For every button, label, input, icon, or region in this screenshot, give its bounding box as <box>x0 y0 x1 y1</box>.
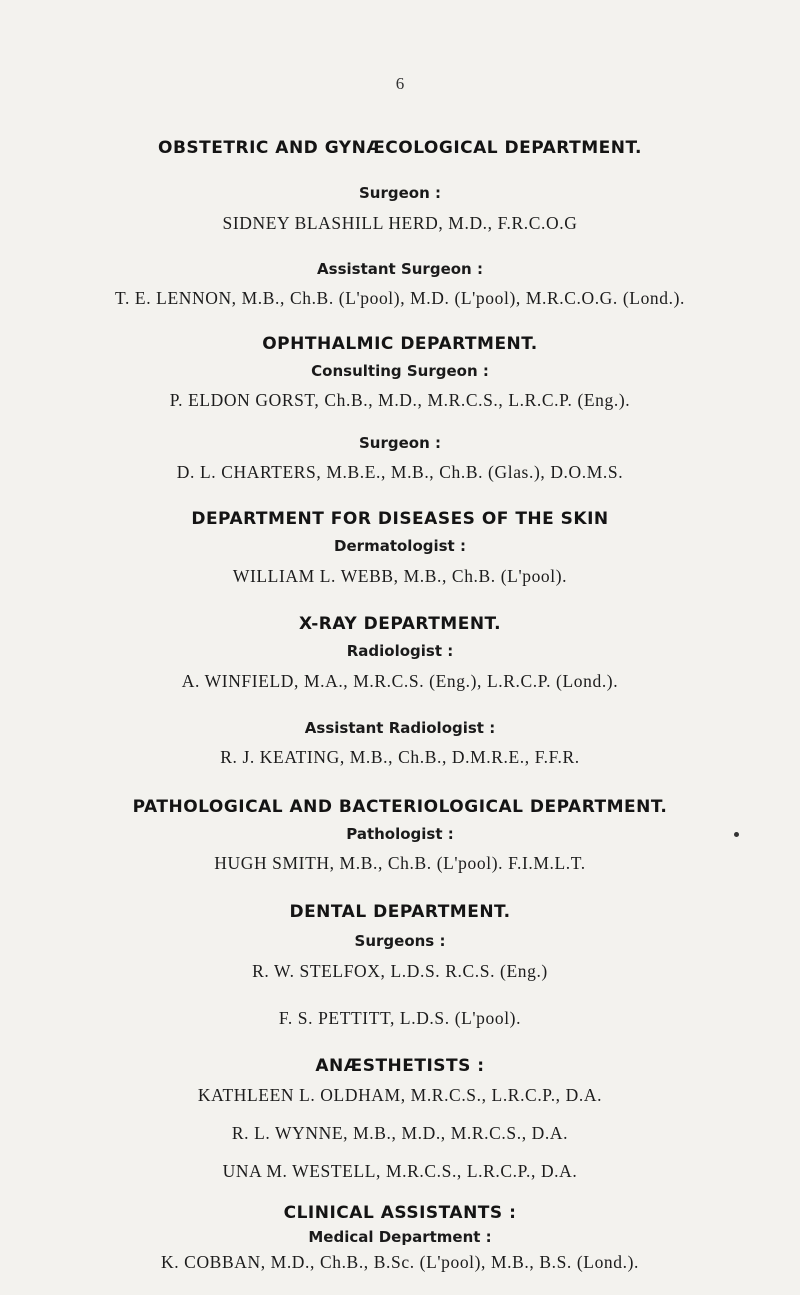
obstetric-surgeon-name: SIDNEY BLASHILL HERD, M.D., F.R.C.O.G <box>222 213 578 233</box>
stray-bullet-mark <box>734 832 739 837</box>
page-number: 6 <box>395 74 405 93</box>
anaesthetists-heading: ANÆSTHETISTS : <box>315 1056 485 1076</box>
xray-assistant-name: R. J. KEATING, M.B., Ch.B., D.M.R.E., F.F.R. <box>220 747 580 767</box>
xray-assistant-label: Assistant Radiologist : <box>304 719 496 737</box>
xray-radiologist-name: A. WINFIELD, M.A., M.R.C.S. (Eng.), L.R.C.P. (Lond.). <box>181 671 619 691</box>
skin-dermatologist-name: WILLIAM L. WEBB, M.B., Ch.B. (L'pool). <box>232 566 568 586</box>
dental-surgeons-label: Surgeons : <box>354 932 446 950</box>
obstetric-assistant-name: T. E. LENNON, M.B., Ch.B. (L'pool), M.D. (L'pool), M.R.C.O.G. (Lond.). <box>114 288 686 308</box>
clinical-medical-name: K. COBBAN, M.D., Ch.B., B.Sc. (L'pool), M.B., B.S. (Lond.). <box>160 1252 640 1272</box>
anaesthetist-name: UNA M. WESTELL, M.R.C.S., L.R.C.P., D.A. <box>222 1161 578 1181</box>
dental-surgeon-name: R. W. STELFOX, L.D.S. R.C.S. (Eng.) <box>252 961 548 981</box>
skin-heading: DEPARTMENT FOR DISEASES OF THE SKIN <box>191 509 609 529</box>
clinical-medical-label: Medical Department : <box>308 1228 492 1246</box>
ophthalmic-surgeon-name: D. L. CHARTERS, M.B.E., M.B., Ch.B. (Glas.), D.O.M.S. <box>176 462 624 482</box>
obstetric-assistant-label: Assistant Surgeon : <box>317 260 483 278</box>
ophthalmic-heading: OPHTHALMIC DEPARTMENT. <box>262 334 538 354</box>
xray-radiologist-label: Radiologist : <box>346 642 454 660</box>
ophthalmic-consulting-label: Consulting Surgeon : <box>311 362 489 380</box>
skin-dermatologist-label: Dermatologist : <box>334 537 466 555</box>
pathology-heading: PATHOLOGICAL AND BACTERIOLOGICAL DEPARTMENT. <box>132 797 668 817</box>
ophthalmic-consulting-name: P. ELDON GORST, Ch.B., M.D., M.R.C.S., L.R.C.P. (Eng.). <box>169 390 631 410</box>
dental-surgeon-name: F. S. PETTITT, L.D.S. (L'pool). <box>278 1008 522 1028</box>
anaesthetist-name: KATHLEEN L. OLDHAM, M.R.C.S., L.R.C.P., D.A. <box>197 1085 603 1105</box>
pathology-name: HUGH SMITH, M.B., Ch.B. (L'pool). F.I.M.L.T. <box>214 853 586 873</box>
xray-heading: X-RAY DEPARTMENT. <box>298 614 502 634</box>
ophthalmic-surgeon-label: Surgeon : <box>359 434 441 452</box>
dental-heading: DENTAL DEPARTMENT. <box>289 902 511 922</box>
anaesthetist-name: R. L. WYNNE, M.B., M.D., M.R.C.S., D.A. <box>231 1123 569 1143</box>
obstetric-heading: OBSTETRIC AND GYNÆCOLOGICAL DEPARTMENT. <box>158 138 642 158</box>
obstetric-surgeon-label: Surgeon : <box>359 184 441 202</box>
clinical-heading: CLINICAL ASSISTANTS : <box>283 1203 517 1223</box>
pathology-label: Pathologist : <box>346 825 454 843</box>
